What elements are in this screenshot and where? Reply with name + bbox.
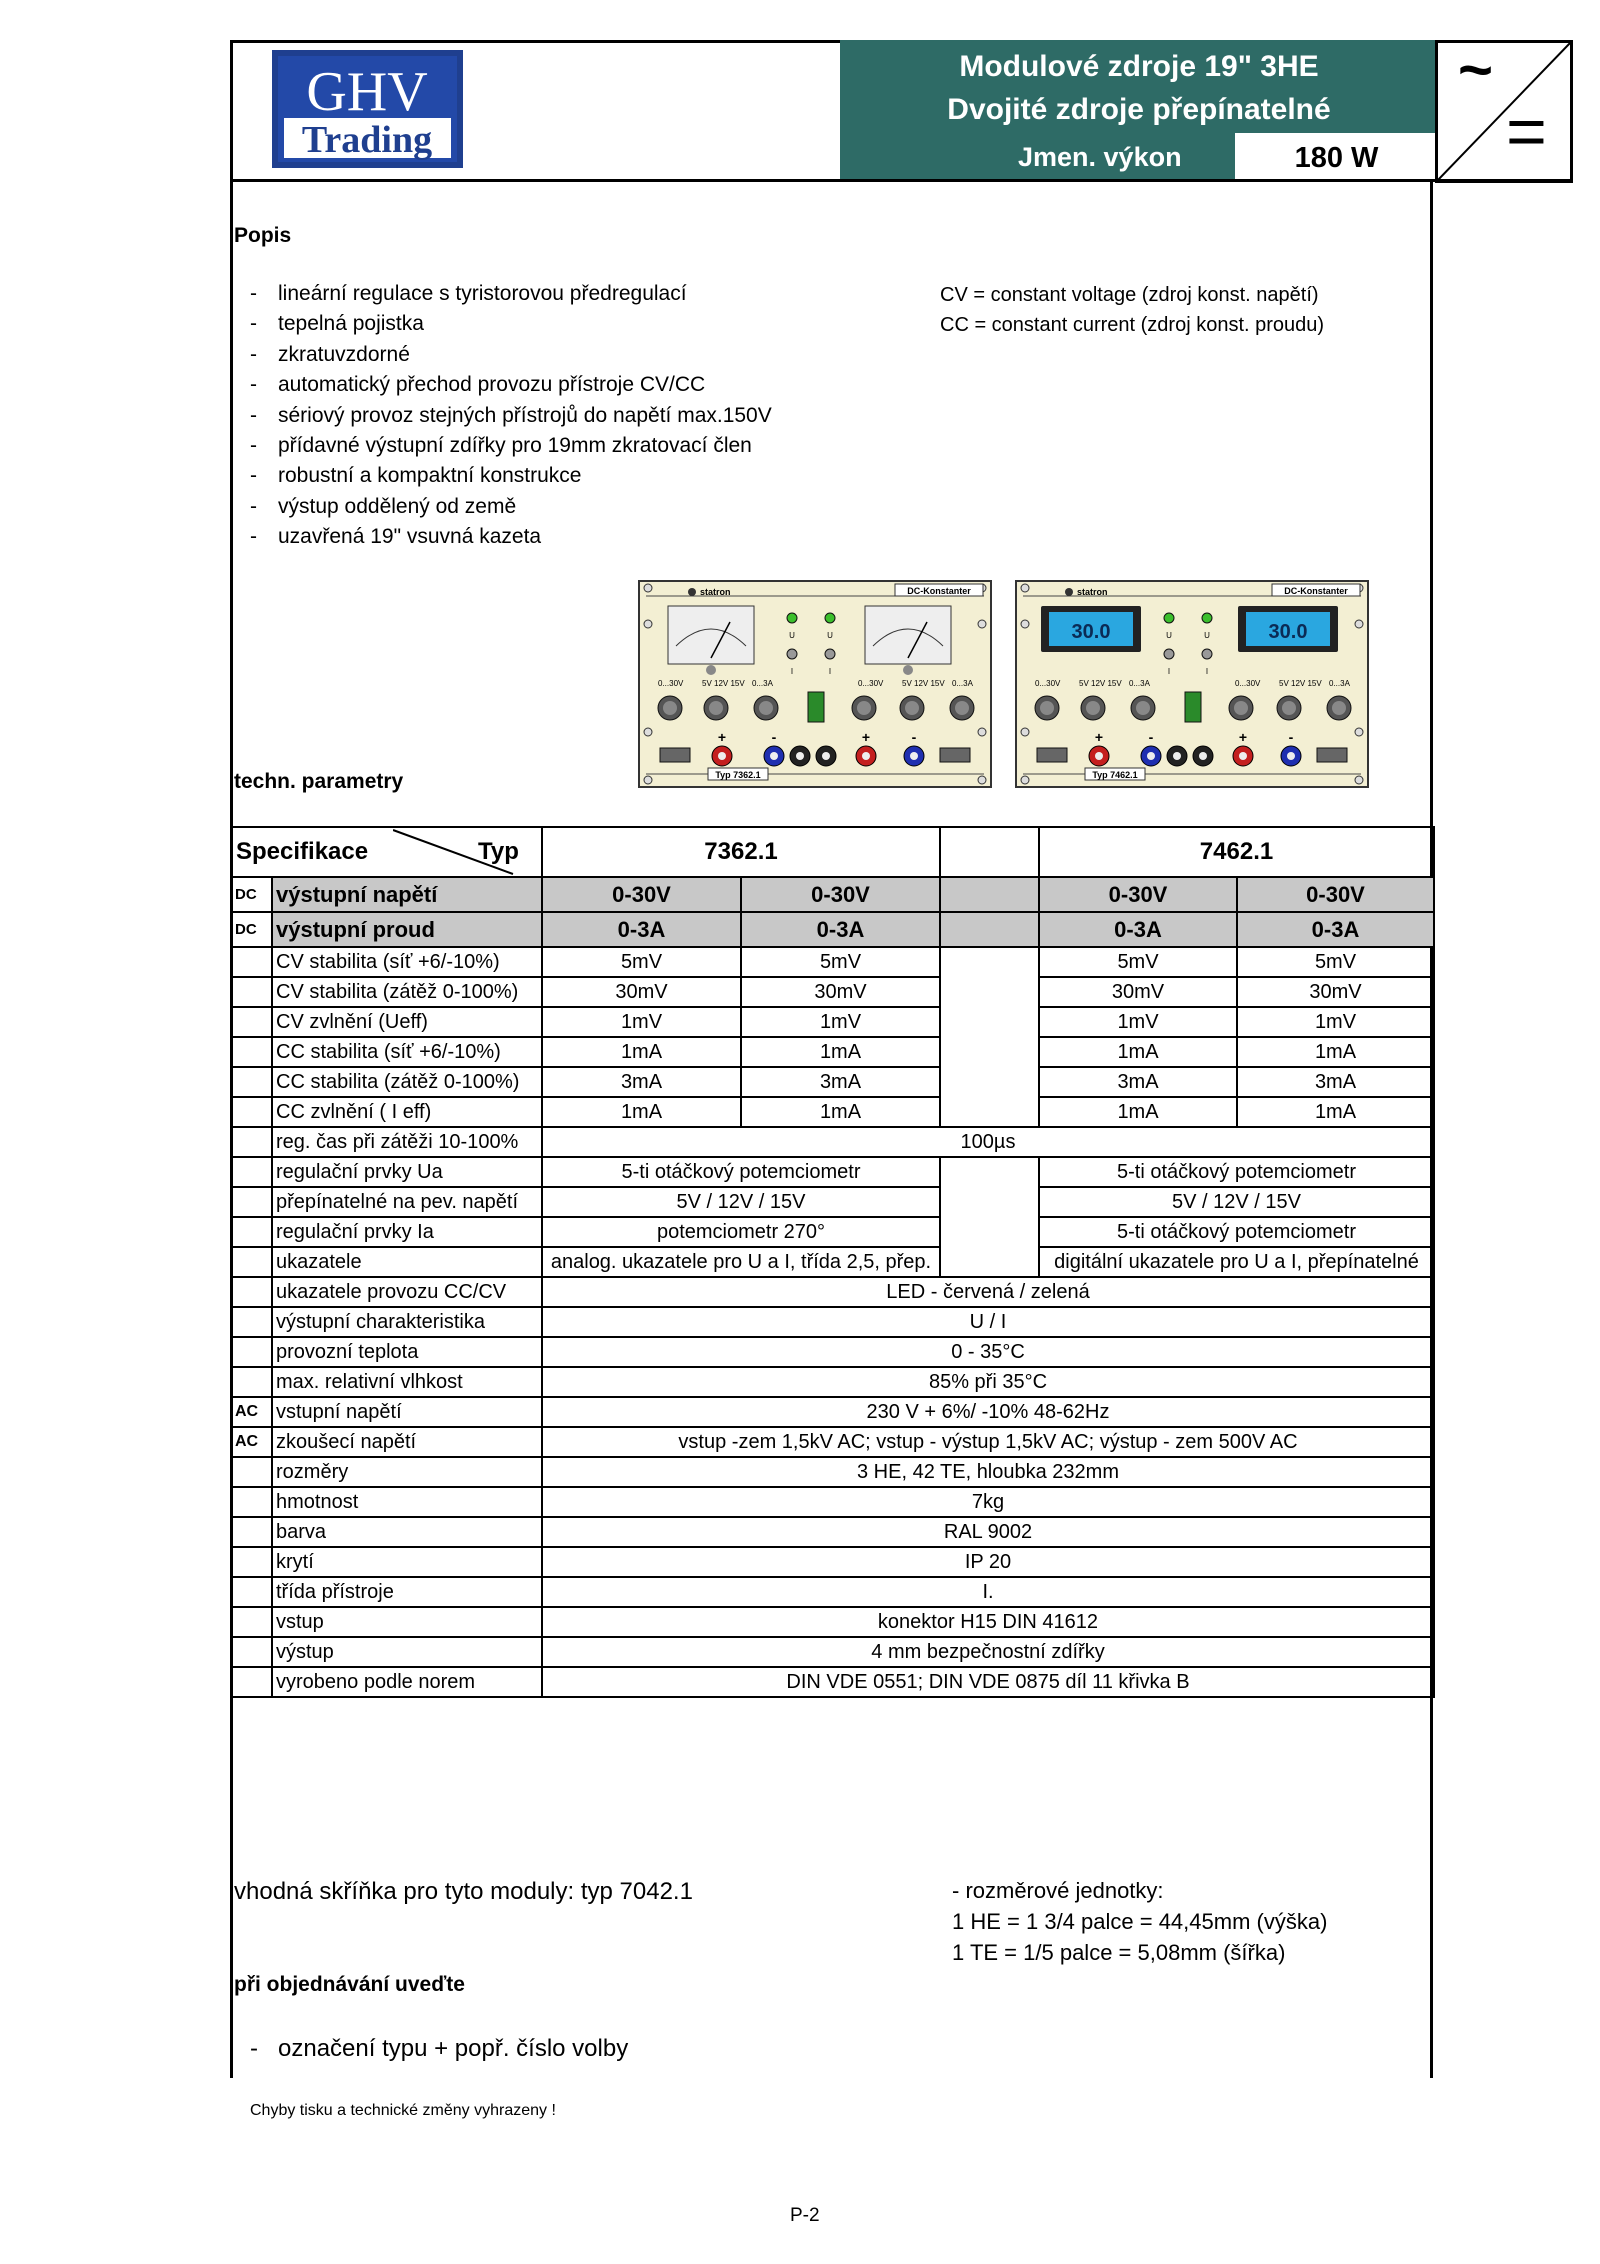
table-cell: 5V / 12V / 15V [542, 1187, 940, 1217]
row-label: ukazatele provozu CC/CV [272, 1277, 542, 1307]
table-cell: 0-3A [542, 912, 741, 947]
svg-text:5V 12V 15V: 5V 12V 15V [902, 679, 945, 688]
row-label: CV stabilita (zátěž 0-100%) [272, 977, 542, 1007]
row-label: vstupní napětí [272, 1397, 542, 1427]
svg-text:U: U [1204, 631, 1210, 640]
table-cell [232, 1007, 272, 1037]
table-cell: 1mV [1237, 1007, 1434, 1037]
row-label: vstup [272, 1607, 542, 1637]
svg-text:0...30V: 0...30V [858, 679, 884, 688]
svg-text:0...30V: 0...30V [1035, 679, 1061, 688]
header-divider [230, 179, 1573, 182]
svg-text:-: - [1148, 729, 1154, 745]
table-cell [232, 1667, 272, 1697]
table-row [232, 1397, 1434, 1427]
svg-text:U: U [789, 631, 795, 640]
table-row [232, 1157, 1434, 1187]
type-spacer [940, 827, 1039, 877]
svg-text:-: - [911, 729, 917, 745]
row-label: reg. čas při zátěži 10-100% [272, 1127, 542, 1157]
table-cell [232, 1277, 272, 1307]
table-row [232, 1307, 1434, 1337]
svg-text:statron: statron [1077, 587, 1108, 597]
units-title: - rozměrové jednotky: [952, 1878, 1164, 1903]
row-label: výstupní charakteristika [272, 1307, 542, 1337]
table-cell: 5-ti otáčkový potemciometr [1039, 1157, 1434, 1187]
dc-tag: DC [232, 877, 272, 912]
table-cell: 0-30V [1237, 877, 1434, 912]
panel-7362 [638, 580, 992, 788]
table-cell: 1mA [1039, 1037, 1237, 1067]
table-cell: digitální ukazatele pro U a I, přepínatelné [1039, 1247, 1434, 1277]
table-cell: 3mA [1237, 1067, 1434, 1097]
svg-text:-: - [1288, 729, 1294, 745]
table-cell [232, 1637, 272, 1667]
svg-text:0...3A: 0...3A [752, 679, 773, 688]
table-cell: 0-3A [1237, 912, 1434, 947]
table-cell [232, 1367, 272, 1397]
table-cell [940, 1217, 1039, 1247]
table-cell: 100µs [542, 1127, 1434, 1157]
table-cell: 1mA [542, 1097, 741, 1127]
svg-text:0...30V: 0...30V [658, 679, 684, 688]
table-row [232, 1517, 1434, 1547]
row-label: provozní teplota [272, 1337, 542, 1367]
table-cell [232, 1217, 272, 1247]
row-label: CC stabilita (síť +6/-10%) [272, 1037, 542, 1067]
ac-tag: AC [232, 1427, 272, 1457]
feature-item: - tepelná pojistka [250, 312, 424, 336]
table-cell: 5-ti otáčkový potemciometr [542, 1157, 940, 1187]
table-cell: 1mA [1237, 1037, 1434, 1067]
table-cell: 1mV [542, 1007, 741, 1037]
table-row [232, 1187, 1434, 1217]
table-cell [232, 1247, 272, 1277]
svg-text:0...3A: 0...3A [1129, 679, 1150, 688]
row-label: výstup [272, 1637, 542, 1667]
table-row [232, 1637, 1434, 1667]
housing-note: vhodná skříňka pro tyto moduly: typ 7042.1 [234, 1878, 693, 1905]
order-heading: při objednávání uveďte [234, 1973, 465, 1996]
table-cell [232, 1457, 272, 1487]
table-cell: 0-30V [542, 877, 741, 912]
svg-text:+: + [717, 729, 727, 745]
ghv-logo [270, 48, 465, 168]
table-cell: 0-3A [741, 912, 940, 947]
table-cell [232, 1127, 272, 1157]
table-cell: 30mV [1237, 977, 1434, 1007]
spec-heading: Specifikace [236, 838, 369, 865]
table-cell [232, 1307, 272, 1337]
row-label: zkoušecí napětí [272, 1427, 542, 1457]
svg-text:Typ 7362.1: Typ 7362.1 [715, 770, 761, 780]
table-row [232, 1067, 1434, 1097]
feature-item: - výstup oddělený od země [250, 494, 517, 518]
spec-heading-cell [232, 827, 542, 877]
table-cell: 3mA [741, 1067, 940, 1097]
svg-text:-: - [771, 729, 777, 745]
table-row [232, 947, 1434, 977]
table-row [232, 1547, 1434, 1577]
table-cell [232, 977, 272, 1007]
svg-text:DC-Konstanter: DC-Konstanter [907, 586, 971, 596]
table-cell: U / I [542, 1307, 1434, 1337]
table-cell: RAL 9002 [542, 1517, 1434, 1547]
table-row [232, 1457, 1434, 1487]
table-row [232, 1007, 1434, 1037]
table-cell [940, 1097, 1039, 1127]
disclaimer: Chyby tisku a technické změny vyhrazeny ! [250, 2102, 556, 2119]
table-cell: konektor H15 DIN 41612 [542, 1607, 1434, 1637]
table-cell: 0-30V [741, 877, 940, 912]
table-cell [940, 1067, 1039, 1097]
table-cell [232, 1337, 272, 1367]
row-label: regulační prvky Ia [272, 1217, 542, 1247]
row-label: výstupní proud [272, 912, 542, 947]
table-cell: 5V / 12V / 15V [1039, 1187, 1434, 1217]
table-row [232, 977, 1434, 1007]
svg-text:+: + [861, 729, 871, 745]
table-cell [232, 1577, 272, 1607]
table-cell: 5mV [542, 947, 741, 977]
ac-dc-symbol [1435, 36, 1573, 183]
table-cell: 5-ti otáčkový potemciometr [1039, 1217, 1434, 1247]
note-cv: CV = constant voltage (zdroj konst. napětí) [940, 284, 1319, 306]
table-row [232, 1607, 1434, 1637]
type-7362: 7362.1 [542, 827, 940, 877]
table-row [232, 1487, 1434, 1517]
table-cell [940, 1157, 1039, 1187]
row-label: třída přístroje [272, 1577, 542, 1607]
svg-text:30.0: 30.0 [1071, 621, 1111, 643]
svg-text:I: I [1205, 667, 1209, 676]
table-row [232, 1247, 1434, 1277]
table-cell: 1mV [741, 1007, 940, 1037]
table-row [232, 912, 1434, 947]
row-label: CV stabilita (síť +6/-10%) [272, 947, 542, 977]
feature-list [250, 282, 772, 556]
table-cell: 0-30V [1039, 877, 1237, 912]
table-row [232, 1217, 1434, 1247]
svg-text:I: I [790, 667, 794, 676]
table-cell: 30mV [1039, 977, 1237, 1007]
table-cell: 3mA [1039, 1067, 1237, 1097]
table-cell [232, 1517, 272, 1547]
table-cell [940, 912, 1039, 947]
table-row [232, 1337, 1434, 1367]
feature-item: - robustní a kompaktní konstrukce [250, 464, 582, 488]
row-label: hmotnost [272, 1487, 542, 1517]
table-cell [940, 977, 1039, 1007]
panel-7462 [1015, 580, 1369, 788]
row-label: rozměry [272, 1457, 542, 1487]
ac-tag: AC [232, 1397, 272, 1427]
svg-text:I: I [828, 667, 832, 676]
table-row [232, 1277, 1434, 1307]
table-cell [232, 1487, 272, 1517]
table-cell [940, 1007, 1039, 1037]
table-row [232, 1367, 1434, 1397]
table-cell [940, 1187, 1039, 1217]
svg-text:U: U [827, 631, 833, 640]
table-cell: 0-3A [1039, 912, 1237, 947]
row-label: výstupní napětí [272, 877, 542, 912]
table-cell: potemciometr 270° [542, 1217, 940, 1247]
table-cell: LED - červená / zelená [542, 1277, 1434, 1307]
table-row [232, 877, 1434, 912]
table-cell: 0 - 35°C [542, 1337, 1434, 1367]
table-cell: 1mA [1237, 1097, 1434, 1127]
table-cell [232, 1187, 272, 1217]
unit-he: 1 HE = 1 3/4 palce = 44,45mm (výška) [952, 1909, 1328, 1934]
table-cell: 7kg [542, 1487, 1434, 1517]
title-line-2: Dvojité zdroje přepínatelné [947, 93, 1331, 126]
table-row [232, 1667, 1434, 1697]
svg-text:I: I [1167, 667, 1171, 676]
row-label: CC stabilita (zátěž 0-100%) [272, 1067, 542, 1097]
table-cell: vstup -zem 1,5kV AC; vstup - výstup 1,5kV AC; výstup - zem 500V AC [542, 1427, 1434, 1457]
row-label: CC zvlnění ( I eff) [272, 1097, 542, 1127]
row-label: barva [272, 1517, 542, 1547]
table-cell [940, 877, 1039, 912]
svg-text:0...3A: 0...3A [952, 679, 973, 688]
table-cell: DIN VDE 0551; DIN VDE 0875 díl 11 křivka B [542, 1667, 1434, 1697]
feature-item: - automatický přechod provozu přístroje CV/CC [250, 373, 706, 397]
ac-symbol: ~ [1458, 36, 1494, 103]
table-cell [940, 1037, 1039, 1067]
feature-item: - lineární regulace s tyristorovou předregulací [250, 282, 687, 305]
svg-text:Trading: Trading [301, 119, 433, 161]
row-label: krytí [272, 1547, 542, 1577]
svg-text:0...30V: 0...30V [1235, 679, 1261, 688]
table-cell: 5mV [741, 947, 940, 977]
svg-text:+: + [1094, 729, 1104, 745]
table-cell [232, 1607, 272, 1637]
svg-text:0...3A: 0...3A [1329, 679, 1350, 688]
svg-text:5V 12V 15V: 5V 12V 15V [1079, 679, 1122, 688]
params-heading: techn. parametry [234, 770, 404, 793]
row-label: vyrobeno podle norem [272, 1667, 542, 1697]
table-cell [940, 947, 1039, 977]
table-cell: 1mA [741, 1097, 940, 1127]
svg-text:statron: statron [700, 587, 731, 597]
table-row [232, 1127, 1434, 1157]
table-cell: 3mA [542, 1067, 741, 1097]
feature-item: - přídavné výstupní zdířky pro 19mm zkratovací člen [250, 433, 752, 457]
page-number: P-2 [790, 2205, 820, 2226]
row-label: regulační prvky Ua [272, 1157, 542, 1187]
table-cell: 30mV [542, 977, 741, 1007]
table-row [232, 1037, 1434, 1067]
table-cell [232, 1097, 272, 1127]
table-cell: analog. ukazatele pro U a I, třída 2,5, přep. [542, 1247, 940, 1277]
dc-tag: DC [232, 912, 272, 947]
feature-item: - uzavřená 19" vsuvná kazeta [250, 525, 542, 549]
power-value: 180 W [1235, 133, 1438, 180]
table-cell: 5mV [1237, 947, 1434, 977]
table-cell: 30mV [741, 977, 940, 1007]
order-item: - označení typu + popř. číslo volby [250, 2035, 629, 2062]
table-row [232, 1577, 1434, 1607]
table-cell: 1mV [1039, 1007, 1237, 1037]
table-cell: 5mV [1039, 947, 1237, 977]
table-cell: I. [542, 1577, 1434, 1607]
table-cell [232, 1157, 272, 1187]
table-cell [940, 1247, 1039, 1277]
svg-text:+: + [1238, 729, 1248, 745]
table-cell: 3 HE, 42 TE, hloubka 232mm [542, 1457, 1434, 1487]
table-cell [232, 1067, 272, 1097]
table-row [232, 1427, 1434, 1457]
svg-text:GHV: GHV [306, 61, 428, 123]
row-label: přepínatelné na pev. napětí [272, 1187, 542, 1217]
spec-table [231, 826, 1435, 1698]
type-7462: 7462.1 [1039, 827, 1434, 877]
svg-text:30.0: 30.0 [1268, 621, 1308, 643]
row-label: max. relativní vlhkost [272, 1367, 542, 1397]
row-label: CV zvlnění (Ueff) [272, 1007, 542, 1037]
table-cell: 1mA [542, 1037, 741, 1067]
feature-item: - sériový provoz stejných přístrojů do napětí max.150V [250, 403, 772, 427]
table-cell [232, 1037, 272, 1067]
popis-heading: Popis [234, 224, 292, 247]
title-line-1: Modulové zdroje 19" 3HE [959, 50, 1319, 83]
table-cell [232, 947, 272, 977]
unit-te: 1 TE = 1/5 palce = 5,08mm (šířka) [952, 1940, 1286, 1965]
svg-text:5V 12V 15V: 5V 12V 15V [702, 679, 745, 688]
table-cell: 4 mm bezpečnostní zdířky [542, 1637, 1434, 1667]
svg-text:DC-Konstanter: DC-Konstanter [1284, 586, 1348, 596]
note-cc: CC = constant current (zdroj konst. proudu) [940, 314, 1325, 336]
table-row [232, 1097, 1434, 1127]
table-cell: 1mA [1039, 1097, 1237, 1127]
table-cell: 230 V + 6%/ -10% 48-62Hz [542, 1397, 1434, 1427]
svg-text:5V 12V 15V: 5V 12V 15V [1279, 679, 1322, 688]
type-label: Typ [478, 838, 519, 865]
table-cell: 1mA [741, 1037, 940, 1067]
table-cell: 85% při 35°C [542, 1367, 1434, 1397]
power-label: Jmen. výkon [1018, 142, 1182, 172]
row-label: ukazatele [272, 1247, 542, 1277]
svg-text:Typ 7462.1: Typ 7462.1 [1092, 770, 1138, 780]
feature-item: - zkratuvzdorné [250, 342, 410, 366]
table-cell [232, 1547, 272, 1577]
svg-text:U: U [1166, 631, 1172, 640]
table-cell: IP 20 [542, 1547, 1434, 1577]
dc-symbol: = [1506, 92, 1547, 170]
